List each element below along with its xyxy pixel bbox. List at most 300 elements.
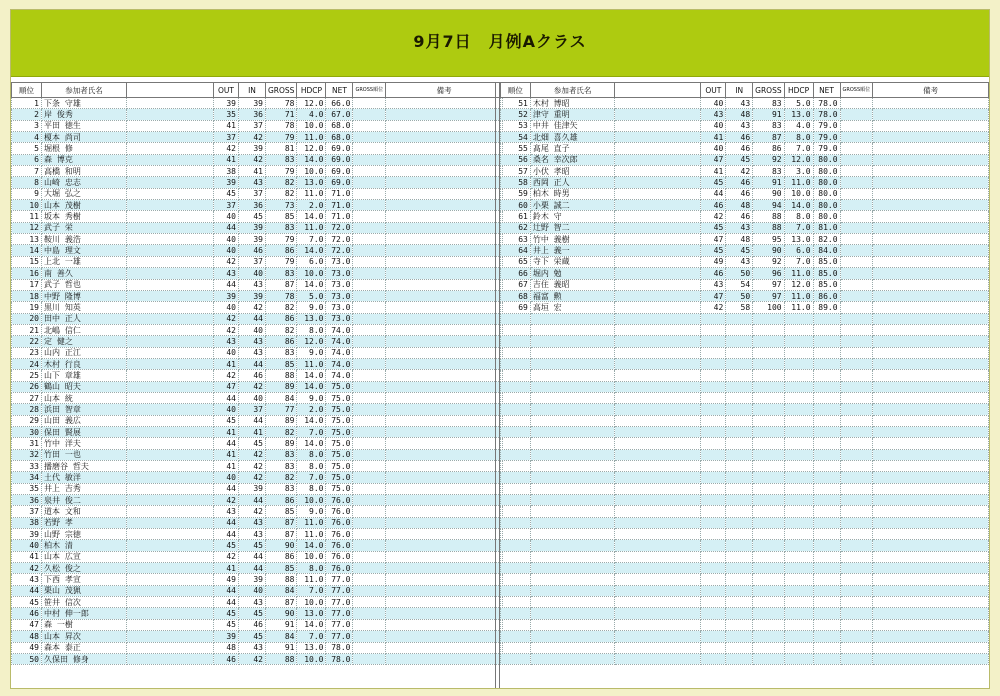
rank-cell: 64 — [501, 245, 531, 256]
gross-cell: 87 — [753, 132, 784, 143]
net-cell: 73.0 — [326, 290, 353, 301]
blank-cell — [127, 256, 214, 267]
rank-cell — [501, 574, 531, 585]
net-cell — [813, 529, 840, 540]
out-cell — [701, 563, 726, 574]
gross-cell: 83 — [266, 449, 297, 460]
out-cell: 41 — [214, 426, 239, 437]
name-cell: 久保田 修身 — [42, 653, 127, 664]
in-cell: 58 — [726, 302, 753, 313]
out-cell: 41 — [701, 132, 726, 143]
out-cell: 40 — [214, 472, 239, 483]
hdcp-cell: 14.0 — [297, 279, 326, 290]
out-cell: 44 — [214, 517, 239, 528]
gross-cell — [753, 619, 784, 630]
in-cell: 45 — [239, 438, 266, 449]
out-cell — [701, 631, 726, 642]
gross-rank-cell — [353, 404, 386, 415]
hdcp-cell — [784, 506, 813, 517]
col-in: IN — [239, 83, 266, 98]
net-cell — [813, 653, 840, 664]
blank-cell — [615, 449, 701, 460]
gross-cell: 83 — [266, 268, 297, 279]
gross-rank-cell — [840, 529, 873, 540]
gross-rank-cell — [840, 200, 873, 211]
hdcp-cell: 11.0 — [297, 574, 326, 585]
net-cell — [813, 370, 840, 381]
net-cell: 69.0 — [326, 166, 353, 177]
in-cell — [726, 438, 753, 449]
empty-row — [501, 426, 989, 437]
blank-cell — [615, 154, 701, 165]
name-cell: 山本 統 — [42, 392, 127, 403]
out-cell — [701, 449, 726, 460]
table-row — [12, 461, 503, 472]
gross-rank-cell — [353, 109, 386, 120]
hdcp-cell — [784, 449, 813, 460]
rank-cell: 67 — [501, 279, 531, 290]
col-gross-rank: GROSS順位 — [353, 83, 386, 98]
gross-cell: 91 — [753, 177, 784, 188]
notes-cell — [386, 358, 503, 369]
col-notes: 備考 — [873, 83, 989, 98]
gross-cell: 83 — [266, 461, 297, 472]
notes-cell — [386, 324, 503, 335]
out-cell — [701, 529, 726, 540]
net-cell — [813, 495, 840, 506]
gross-rank-cell — [353, 132, 386, 143]
name-cell: 下条 守雄 — [42, 98, 127, 109]
rank-cell: 31 — [12, 438, 42, 449]
gross-cell: 100 — [753, 302, 784, 313]
notes-cell — [873, 608, 989, 619]
hdcp-cell: 7.0 — [297, 631, 326, 642]
net-cell: 74.0 — [326, 370, 353, 381]
notes-cell — [873, 290, 989, 301]
table-row — [12, 495, 503, 506]
out-cell: 41 — [214, 154, 239, 165]
name-cell: 武子 栄 — [42, 222, 127, 233]
blank-cell — [615, 631, 701, 642]
table-row — [12, 302, 503, 313]
col-out: OUT — [214, 83, 239, 98]
net-cell — [813, 415, 840, 426]
out-cell: 43 — [214, 506, 239, 517]
net-cell: 76.0 — [326, 551, 353, 562]
rank-cell — [501, 347, 531, 358]
rank-cell: 51 — [501, 98, 531, 109]
blank-cell — [127, 426, 214, 437]
blank-cell — [615, 392, 701, 403]
table-row — [501, 120, 989, 131]
results-table-left — [11, 82, 503, 665]
blank-cell — [615, 313, 701, 324]
gross-rank-cell — [840, 290, 873, 301]
in-cell — [726, 585, 753, 596]
gross-rank-cell — [353, 313, 386, 324]
in-cell: 39 — [239, 98, 266, 109]
in-cell: 45 — [239, 608, 266, 619]
rank-cell: 7 — [12, 166, 42, 177]
gross-rank-cell — [840, 166, 873, 177]
blank-cell — [615, 506, 701, 517]
net-cell: 71.0 — [326, 188, 353, 199]
empty-row — [501, 404, 989, 415]
out-cell: 47 — [701, 290, 726, 301]
table-row — [501, 302, 989, 313]
hdcp-cell: 14.0 — [297, 619, 326, 630]
hdcp-cell: 11.0 — [297, 188, 326, 199]
table-row — [12, 529, 503, 540]
net-cell: 69.0 — [326, 143, 353, 154]
in-cell: 48 — [726, 234, 753, 245]
name-cell: 山野 宗徳 — [42, 529, 127, 540]
notes-cell — [873, 154, 989, 165]
empty-row — [501, 415, 989, 426]
gross-cell: 95 — [753, 234, 784, 245]
name-cell: 北畑 喜久雄 — [530, 132, 615, 143]
gross-cell: 92 — [753, 256, 784, 267]
out-cell: 45 — [701, 177, 726, 188]
net-cell — [813, 358, 840, 369]
empty-row — [501, 438, 989, 449]
notes-cell — [386, 143, 503, 154]
in-cell: 41 — [239, 426, 266, 437]
name-cell: 中村 伸一郎 — [42, 608, 127, 619]
out-cell: 41 — [214, 461, 239, 472]
gross-rank-cell — [840, 313, 873, 324]
table-row — [12, 211, 503, 222]
gross-rank-cell — [353, 631, 386, 642]
name-cell — [530, 619, 615, 630]
hdcp-cell — [784, 563, 813, 574]
hdcp-cell — [784, 415, 813, 426]
gross-cell: 83 — [266, 154, 297, 165]
rank-cell — [501, 483, 531, 494]
in-cell: 45 — [726, 154, 753, 165]
table-row — [501, 200, 989, 211]
gross-rank-cell — [353, 483, 386, 494]
blank-cell — [127, 234, 214, 245]
table-row — [12, 166, 503, 177]
blank-cell — [127, 347, 214, 358]
in-cell: 39 — [239, 222, 266, 233]
gross-rank-cell — [840, 143, 873, 154]
out-cell: 41 — [214, 449, 239, 460]
table-row — [12, 563, 503, 574]
out-cell — [701, 381, 726, 392]
hdcp-cell: 2.0 — [297, 200, 326, 211]
notes-cell — [386, 472, 503, 483]
empty-row — [501, 483, 989, 494]
out-cell: 40 — [701, 143, 726, 154]
gross-cell: 83 — [753, 166, 784, 177]
in-cell: 45 — [239, 211, 266, 222]
table-row — [12, 619, 503, 630]
gross-cell: 94 — [753, 200, 784, 211]
in-cell: 39 — [239, 483, 266, 494]
gross-rank-cell — [840, 177, 873, 188]
rank-cell: 36 — [12, 495, 42, 506]
gross-rank-cell — [840, 268, 873, 279]
gross-cell: 84 — [266, 392, 297, 403]
table-row — [12, 506, 503, 517]
hdcp-cell: 8.0 — [297, 324, 326, 335]
blank-cell — [127, 415, 214, 426]
name-cell: 黒川 知英 — [42, 302, 127, 313]
rank-cell: 57 — [501, 166, 531, 177]
rank-cell — [501, 472, 531, 483]
blank-cell — [127, 449, 214, 460]
gross-rank-cell — [353, 426, 386, 437]
gross-rank-cell — [840, 404, 873, 415]
in-cell — [726, 619, 753, 630]
name-cell: 道本 文和 — [42, 506, 127, 517]
net-cell — [813, 313, 840, 324]
hdcp-cell — [784, 392, 813, 403]
in-cell: 42 — [239, 381, 266, 392]
gross-rank-cell — [840, 517, 873, 528]
gross-rank-cell — [840, 154, 873, 165]
blank-cell — [615, 529, 701, 540]
blank-cell — [127, 642, 214, 653]
notes-cell — [386, 438, 503, 449]
name-cell: 若野 孝 — [42, 517, 127, 528]
gross-cell: 71 — [266, 109, 297, 120]
rank-cell — [501, 597, 531, 608]
gross-cell: 91 — [266, 642, 297, 653]
hdcp-cell — [784, 313, 813, 324]
blank-cell — [615, 585, 701, 596]
net-cell: 80.0 — [813, 188, 840, 199]
gross-cell — [753, 404, 784, 415]
name-cell: 下西 孝宣 — [42, 574, 127, 585]
out-cell: 38 — [214, 166, 239, 177]
gross-cell — [753, 608, 784, 619]
rank-cell — [501, 358, 531, 369]
gross-rank-cell — [840, 120, 873, 131]
name-cell: 北嶋 信仁 — [42, 324, 127, 335]
notes-cell — [386, 529, 503, 540]
blank-cell — [127, 324, 214, 335]
notes-cell — [873, 234, 989, 245]
table-row — [12, 109, 503, 120]
name-cell: 坂本 秀樹 — [42, 211, 127, 222]
out-cell: 44 — [214, 597, 239, 608]
hdcp-cell: 7.0 — [784, 222, 813, 233]
gross-cell: 77 — [266, 404, 297, 415]
gross-cell — [753, 597, 784, 608]
name-cell — [530, 472, 615, 483]
hdcp-cell: 13.0 — [784, 109, 813, 120]
gross-rank-cell — [840, 392, 873, 403]
name-cell: 山内 正江 — [42, 347, 127, 358]
name-cell: 武子 哲也 — [42, 279, 127, 290]
net-cell: 82.0 — [813, 234, 840, 245]
gross-cell — [753, 585, 784, 596]
name-cell: 笹井 信次 — [42, 597, 127, 608]
gross-cell: 89 — [266, 415, 297, 426]
in-cell: 43 — [239, 336, 266, 347]
in-cell: 54 — [726, 279, 753, 290]
gross-rank-cell — [353, 370, 386, 381]
blank-cell — [127, 574, 214, 585]
in-cell: 39 — [239, 574, 266, 585]
hdcp-cell: 10.0 — [297, 166, 326, 177]
name-cell — [530, 461, 615, 472]
empty-row — [501, 495, 989, 506]
gross-cell: 86 — [266, 336, 297, 347]
net-cell: 73.0 — [326, 268, 353, 279]
rank-cell: 15 — [12, 256, 42, 267]
in-cell — [726, 529, 753, 540]
gross-cell: 73 — [266, 200, 297, 211]
gross-cell — [753, 540, 784, 551]
gross-cell — [753, 529, 784, 540]
in-cell: 43 — [239, 529, 266, 540]
blank-cell — [127, 132, 214, 143]
net-cell: 78.0 — [813, 109, 840, 120]
table-row — [12, 132, 503, 143]
net-cell: 76.0 — [326, 563, 353, 574]
empty-row — [501, 506, 989, 517]
blank-cell — [127, 540, 214, 551]
hdcp-cell: 3.0 — [784, 166, 813, 177]
rank-cell — [501, 324, 531, 335]
rank-cell — [501, 336, 531, 347]
blank-cell — [615, 188, 701, 199]
hdcp-cell — [784, 574, 813, 585]
col-notes: 備考 — [386, 83, 503, 98]
hdcp-cell: 8.0 — [784, 132, 813, 143]
in-cell — [726, 608, 753, 619]
name-cell: 小栗 誠二 — [530, 200, 615, 211]
notes-cell — [386, 268, 503, 279]
net-cell: 80.0 — [813, 211, 840, 222]
gross-cell: 83 — [753, 98, 784, 109]
table-row — [501, 222, 989, 233]
hdcp-cell: 7.0 — [297, 585, 326, 596]
table-row — [12, 483, 503, 494]
col-gross-rank: GROSS順位 — [840, 83, 873, 98]
notes-cell — [873, 245, 989, 256]
table-row — [12, 154, 503, 165]
net-cell: 75.0 — [326, 449, 353, 460]
gross-rank-cell — [840, 188, 873, 199]
net-cell: 72.0 — [326, 222, 353, 233]
net-cell — [813, 608, 840, 619]
hdcp-cell: 14.0 — [784, 200, 813, 211]
rank-cell — [501, 404, 531, 415]
in-cell — [726, 597, 753, 608]
gross-rank-cell — [840, 256, 873, 267]
net-cell — [813, 585, 840, 596]
blank-cell — [615, 404, 701, 415]
notes-cell — [873, 392, 989, 403]
blank-cell — [127, 109, 214, 120]
out-cell: 41 — [214, 120, 239, 131]
net-cell: 84.0 — [813, 245, 840, 256]
rank-cell: 33 — [12, 461, 42, 472]
out-cell: 44 — [214, 222, 239, 233]
rank-cell: 52 — [501, 109, 531, 120]
net-cell: 80.0 — [813, 154, 840, 165]
notes-cell — [873, 426, 989, 437]
net-cell: 89.0 — [813, 302, 840, 313]
rank-cell — [501, 438, 531, 449]
name-cell: 井上 吉秀 — [42, 483, 127, 494]
in-cell — [726, 392, 753, 403]
gross-cell: 86 — [266, 313, 297, 324]
gross-rank-cell — [353, 200, 386, 211]
gross-cell: 83 — [266, 483, 297, 494]
gross-rank-cell — [353, 597, 386, 608]
in-cell — [726, 653, 753, 664]
out-cell — [701, 336, 726, 347]
notes-cell — [873, 222, 989, 233]
out-cell: 45 — [701, 222, 726, 233]
out-cell: 40 — [214, 234, 239, 245]
gross-cell — [753, 551, 784, 562]
gross-cell — [753, 653, 784, 664]
notes-cell — [386, 120, 503, 131]
rank-cell: 59 — [501, 188, 531, 199]
gross-cell: 88 — [753, 222, 784, 233]
blank-cell — [127, 222, 214, 233]
net-cell: 69.0 — [326, 177, 353, 188]
hdcp-cell — [784, 461, 813, 472]
name-cell — [530, 449, 615, 460]
rank-cell: 61 — [501, 211, 531, 222]
notes-cell — [386, 154, 503, 165]
out-cell — [701, 517, 726, 528]
net-cell: 75.0 — [326, 381, 353, 392]
blank-cell — [615, 222, 701, 233]
in-cell: 37 — [239, 256, 266, 267]
gross-rank-cell — [840, 234, 873, 245]
blank-cell — [615, 347, 701, 358]
out-cell: 41 — [214, 358, 239, 369]
out-cell: 42 — [214, 495, 239, 506]
empty-row — [501, 563, 989, 574]
name-cell: 鞍川 義浩 — [42, 234, 127, 245]
hdcp-cell: 13.0 — [784, 234, 813, 245]
notes-cell — [873, 517, 989, 528]
col-gross: GROSS — [753, 83, 784, 98]
net-cell — [813, 461, 840, 472]
gross-cell — [753, 631, 784, 642]
net-cell: 68.0 — [326, 132, 353, 143]
gross-cell: 88 — [266, 574, 297, 585]
in-cell: 36 — [239, 200, 266, 211]
table-row — [12, 438, 503, 449]
name-cell: 平田 徳生 — [42, 120, 127, 131]
notes-cell — [386, 336, 503, 347]
table-row — [12, 98, 503, 109]
col-rank: 順位 — [12, 83, 42, 98]
table-row — [12, 324, 503, 335]
col-net: NET — [326, 83, 353, 98]
net-cell — [813, 540, 840, 551]
rank-cell — [501, 540, 531, 551]
table-row — [12, 143, 503, 154]
in-cell — [726, 551, 753, 562]
gross-rank-cell — [353, 98, 386, 109]
gross-rank-cell — [353, 336, 386, 347]
name-cell — [530, 495, 615, 506]
out-cell — [701, 426, 726, 437]
out-cell: 42 — [214, 313, 239, 324]
